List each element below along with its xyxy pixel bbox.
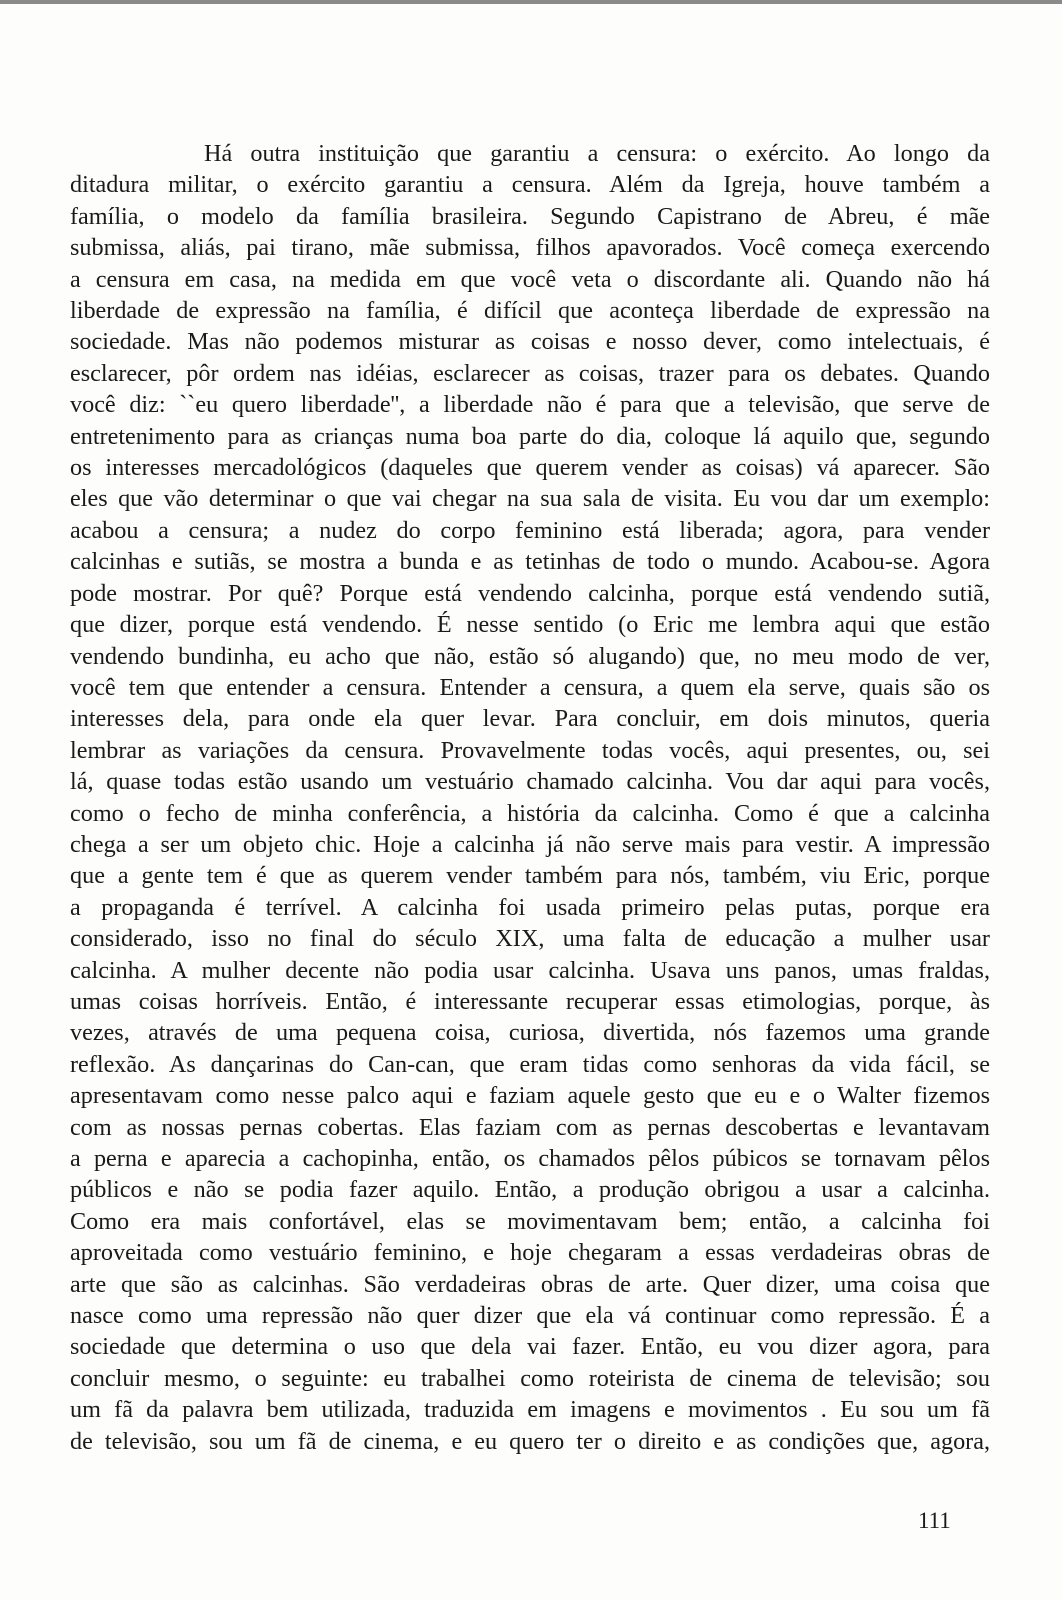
text-line: submissa, aliás, pai tirano, mãe submissa, filhos apavorados. Você começa exercendo: [70, 234, 990, 262]
text-line: a perna e aparecia a cachopinha, então, os chamados pêlos púbicos se tornavam pêlos: [70, 1145, 990, 1172]
text-line: concluir mesmo, o seguinte: eu trabalhei como roteirista de cinema de televisão; sou: [70, 1364, 990, 1392]
text-line: entretenimento para as crianças numa boa parte do dia, coloque lá aquilo que, segundo: [70, 422, 990, 450]
text-line: ditadura militar, o exército garantiu a censura. Além da Igreja, houve também a: [70, 171, 990, 199]
text-line: a censura em casa, na medida em que você veta o discordante ali. Quando não há: [70, 265, 990, 293]
text-line: de televisão, sou um fã de cinema, e eu quero ter o direito e as condições que, agora,: [70, 1427, 990, 1455]
text-line: um fã da palavra bem utilizada, traduzida em imagens e movimentos . Eu sou um fã: [70, 1396, 990, 1424]
page-top-edge: [0, 0, 1062, 4]
text-line: com as nossas pernas cobertas. Elas faziam com as pernas descobertas e levantavam: [70, 1113, 990, 1141]
text-line: arte que são as calcinhas. São verdadeiras obras de arte. Quer dizer, uma coisa que: [70, 1270, 990, 1298]
text-line: pode mostrar. Por quê? Porque está vendendo calcinha, porque está vendendo sutiã,: [70, 579, 990, 607]
text-line: lá, quase todas estão usando um vestuário chamado calcinha. Vou dar aqui para vocês,: [70, 768, 990, 796]
text-line: aproveitada como vestuário feminino, e hoje chegaram a essas verdadeiras obras de: [70, 1239, 990, 1267]
text-line: vendendo bundinha, eu acho que não, estão só alugando) que, no meu modo de ver,: [70, 642, 990, 670]
body-paragraph: [70, 138, 990, 1457]
text-line: calcinha. A mulher decente não podia usar calcinha. Usava uns panos, umas fraldas,: [70, 956, 990, 984]
text-line: acabou a censura; a nudez do corpo feminino está liberada; agora, para vender: [70, 516, 990, 544]
text-line: reflexão. As dançarinas do Can-can, que eram tidas como senhoras da vida fácil, se: [70, 1050, 990, 1078]
text-line: os interesses mercadológicos (daqueles que querem vender as coisas) vá aparecer. São: [70, 454, 990, 482]
text-line: Há outra instituição que garantiu a censura: o exército. Ao longo da: [204, 140, 990, 167]
text-line: públicos e não se podia fazer aquilo. Então, a produção obrigou a usar a calcinha.: [70, 1176, 990, 1204]
text-line: chega a ser um objeto chic. Hoje a calcinha já não serve mais para vestir. A impressão: [70, 830, 990, 858]
text-line: sociedade que determina o uso que dela vai fazer. Então, eu vou dizer agora, para: [70, 1333, 990, 1361]
text-line: como o fecho de minha conferência, a história da calcinha. Como é que a calcinha: [70, 799, 990, 827]
text-line: calcinhas e sutiãs, se mostra a bunda e as tetinhas de todo o mundo. Acabou-se. Agora: [70, 548, 990, 576]
text-line: eles que vão determinar o que vai chegar na sua sala de visita. Eu vou dar um exemplo:: [70, 485, 990, 513]
text-line: que a gente tem é que as querem vender também para nós, também, viu Eric, porque: [70, 862, 990, 890]
text-line: liberdade de expressão na família, é difícil que aconteça liberdade de expressão na: [70, 297, 990, 325]
page-number: 111: [918, 1508, 951, 1533]
text-line: vezes, através de uma pequena coisa, curiosa, divertida, nós fazemos uma grande: [70, 1019, 990, 1047]
text-line: sociedade. Mas não podemos misturar as coisas e nosso dever, como intelectuais, é: [70, 328, 990, 356]
text-line: Como era mais confortável, elas se movimentavam bem; então, a calcinha foi: [70, 1207, 990, 1235]
text-line: interesses dela, para onde ela quer levar. Para concluir, em dois minutos, queria: [70, 705, 990, 733]
text-line: apresentavam como nesse palco aqui e faziam aquele gesto que eu e o Walter fizemos: [70, 1082, 990, 1110]
text-line: a propaganda é terrível. A calcinha foi usada primeiro pelas putas, porque era: [70, 893, 990, 921]
text-line: família, o modelo da família brasileira. Segundo Capistrano de Abreu, é mãe: [70, 202, 990, 230]
text-line: lembrar as variações da censura. Provavelmente todas vocês, aqui presentes, ou, sei: [70, 736, 990, 764]
text-line: nasce como uma repressão não quer dizer que ela vá continuar como repressão. É a: [70, 1302, 990, 1330]
text-line: esclarecer, pôr ordem nas idéias, esclarecer as coisas, trazer para os debates. Quando: [70, 359, 990, 387]
text-line: umas coisas horríveis. Então, é interessante recuperar essas etimologias, porque, às: [70, 987, 990, 1015]
text-line: considerado, isso no final do século XIX, uma falta de educação a mulher usar: [70, 925, 990, 953]
text-line: você tem que entender a censura. Entender a censura, a quem ela serve, quais são os: [70, 673, 990, 701]
text-line: você diz: ``eu quero liberdade'', a liberdade não é para que a televisão, que serve de: [70, 391, 990, 419]
text-line: que dizer, porque está vendendo. É nesse sentido (o Eric me lembra aqui que estão: [70, 611, 990, 639]
